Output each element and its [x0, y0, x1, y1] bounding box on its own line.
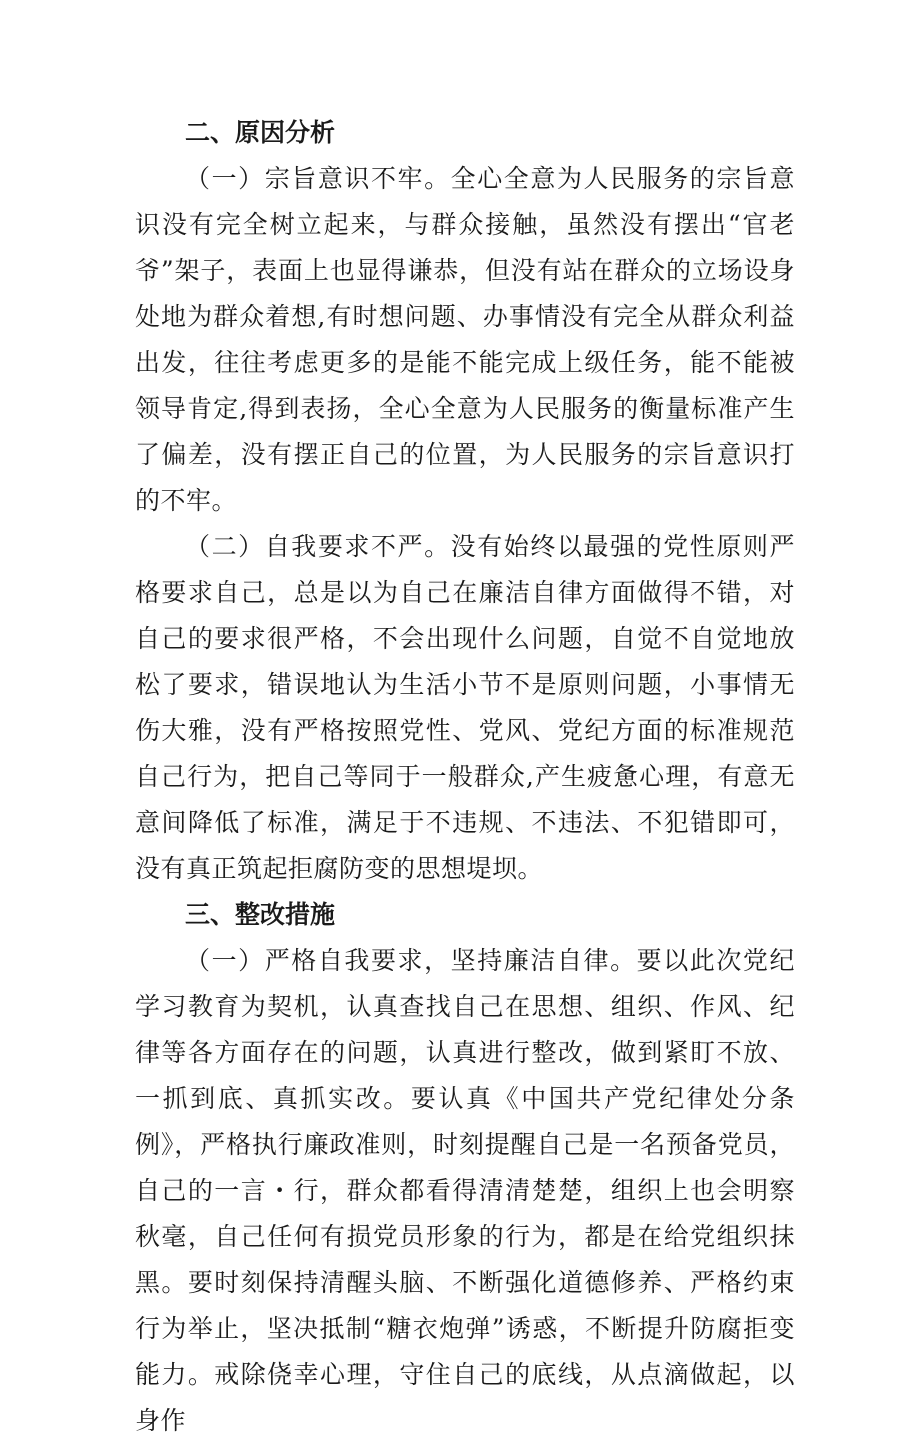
- paragraph-self-requirement: （二）自我要求不严。没有始终以最强的党性原则严格要求自己，总是以为自己在廉洁自律方面做得不错，对自己的要求很严格，不会出现什么问题，自觉不自觉地放松了要求，错误地认为生活小节不是原则问题，小事情无伤大雅，没有严格按照党性、党风、党纪方面的标准规范自己行为，把自己等同于一般群众,产生疲惫心理，有意无意间降低了标准，满足于不违规、不违法、不犯错即可，没有真正筑起拒腐防变的思想堤坝。: [135, 532, 795, 883]
- document-body: [135, 110, 795, 1444]
- paragraph-purpose-awareness: （一）宗旨意识不牢。全心全意为人民服务的宗旨意识没有完全树立起来，与群众接触，虽然没有摆出“官老爷”架子，表面上也显得谦恭，但没有站在群众的立场设身处地为群众着想,有时想问题、办事情没有完全从群众利益出发，往往考虑更多的是能不能完成上级任务，能不能被领导肯定,得到表扬，全心全意为人民服务的衡量标准产生了偏差，没有摆正自己的位置，为人民服务的宗旨意识打的不牢。: [135, 164, 795, 515]
- section-heading-cause-analysis: 二、原因分析: [185, 118, 336, 147]
- paragraph-strict-self-discipline: （一）严格自我要求，坚持廉洁自律。要以此次党纪学习教育为契机，认真查找自己在思想、组织、作风、纪律等各方面存在的问题，认真进行整改，做到紧盯不放、一抓到底、真抓实改。要认真《中国共产党纪律处分条例》，严格执行廉政准则，时刻提醒自己是一名预备党员，自己的一言・行，群众都看得清清楚楚，组织上也会明察秋毫，自己任何有损党员形象的行为，都是在给党组织抹黑。要时刻保持清醒头脑、不断强化道德修养、严格约束行为举止，坚决抵制“糖衣炮弹”诱惑，不断提升防腐拒变能力。戒除侥幸心理，守住自己的底线，从点滴做起，以身作: [135, 946, 795, 1435]
- section-heading-rectification-measures: 三、整改措施: [185, 900, 336, 929]
